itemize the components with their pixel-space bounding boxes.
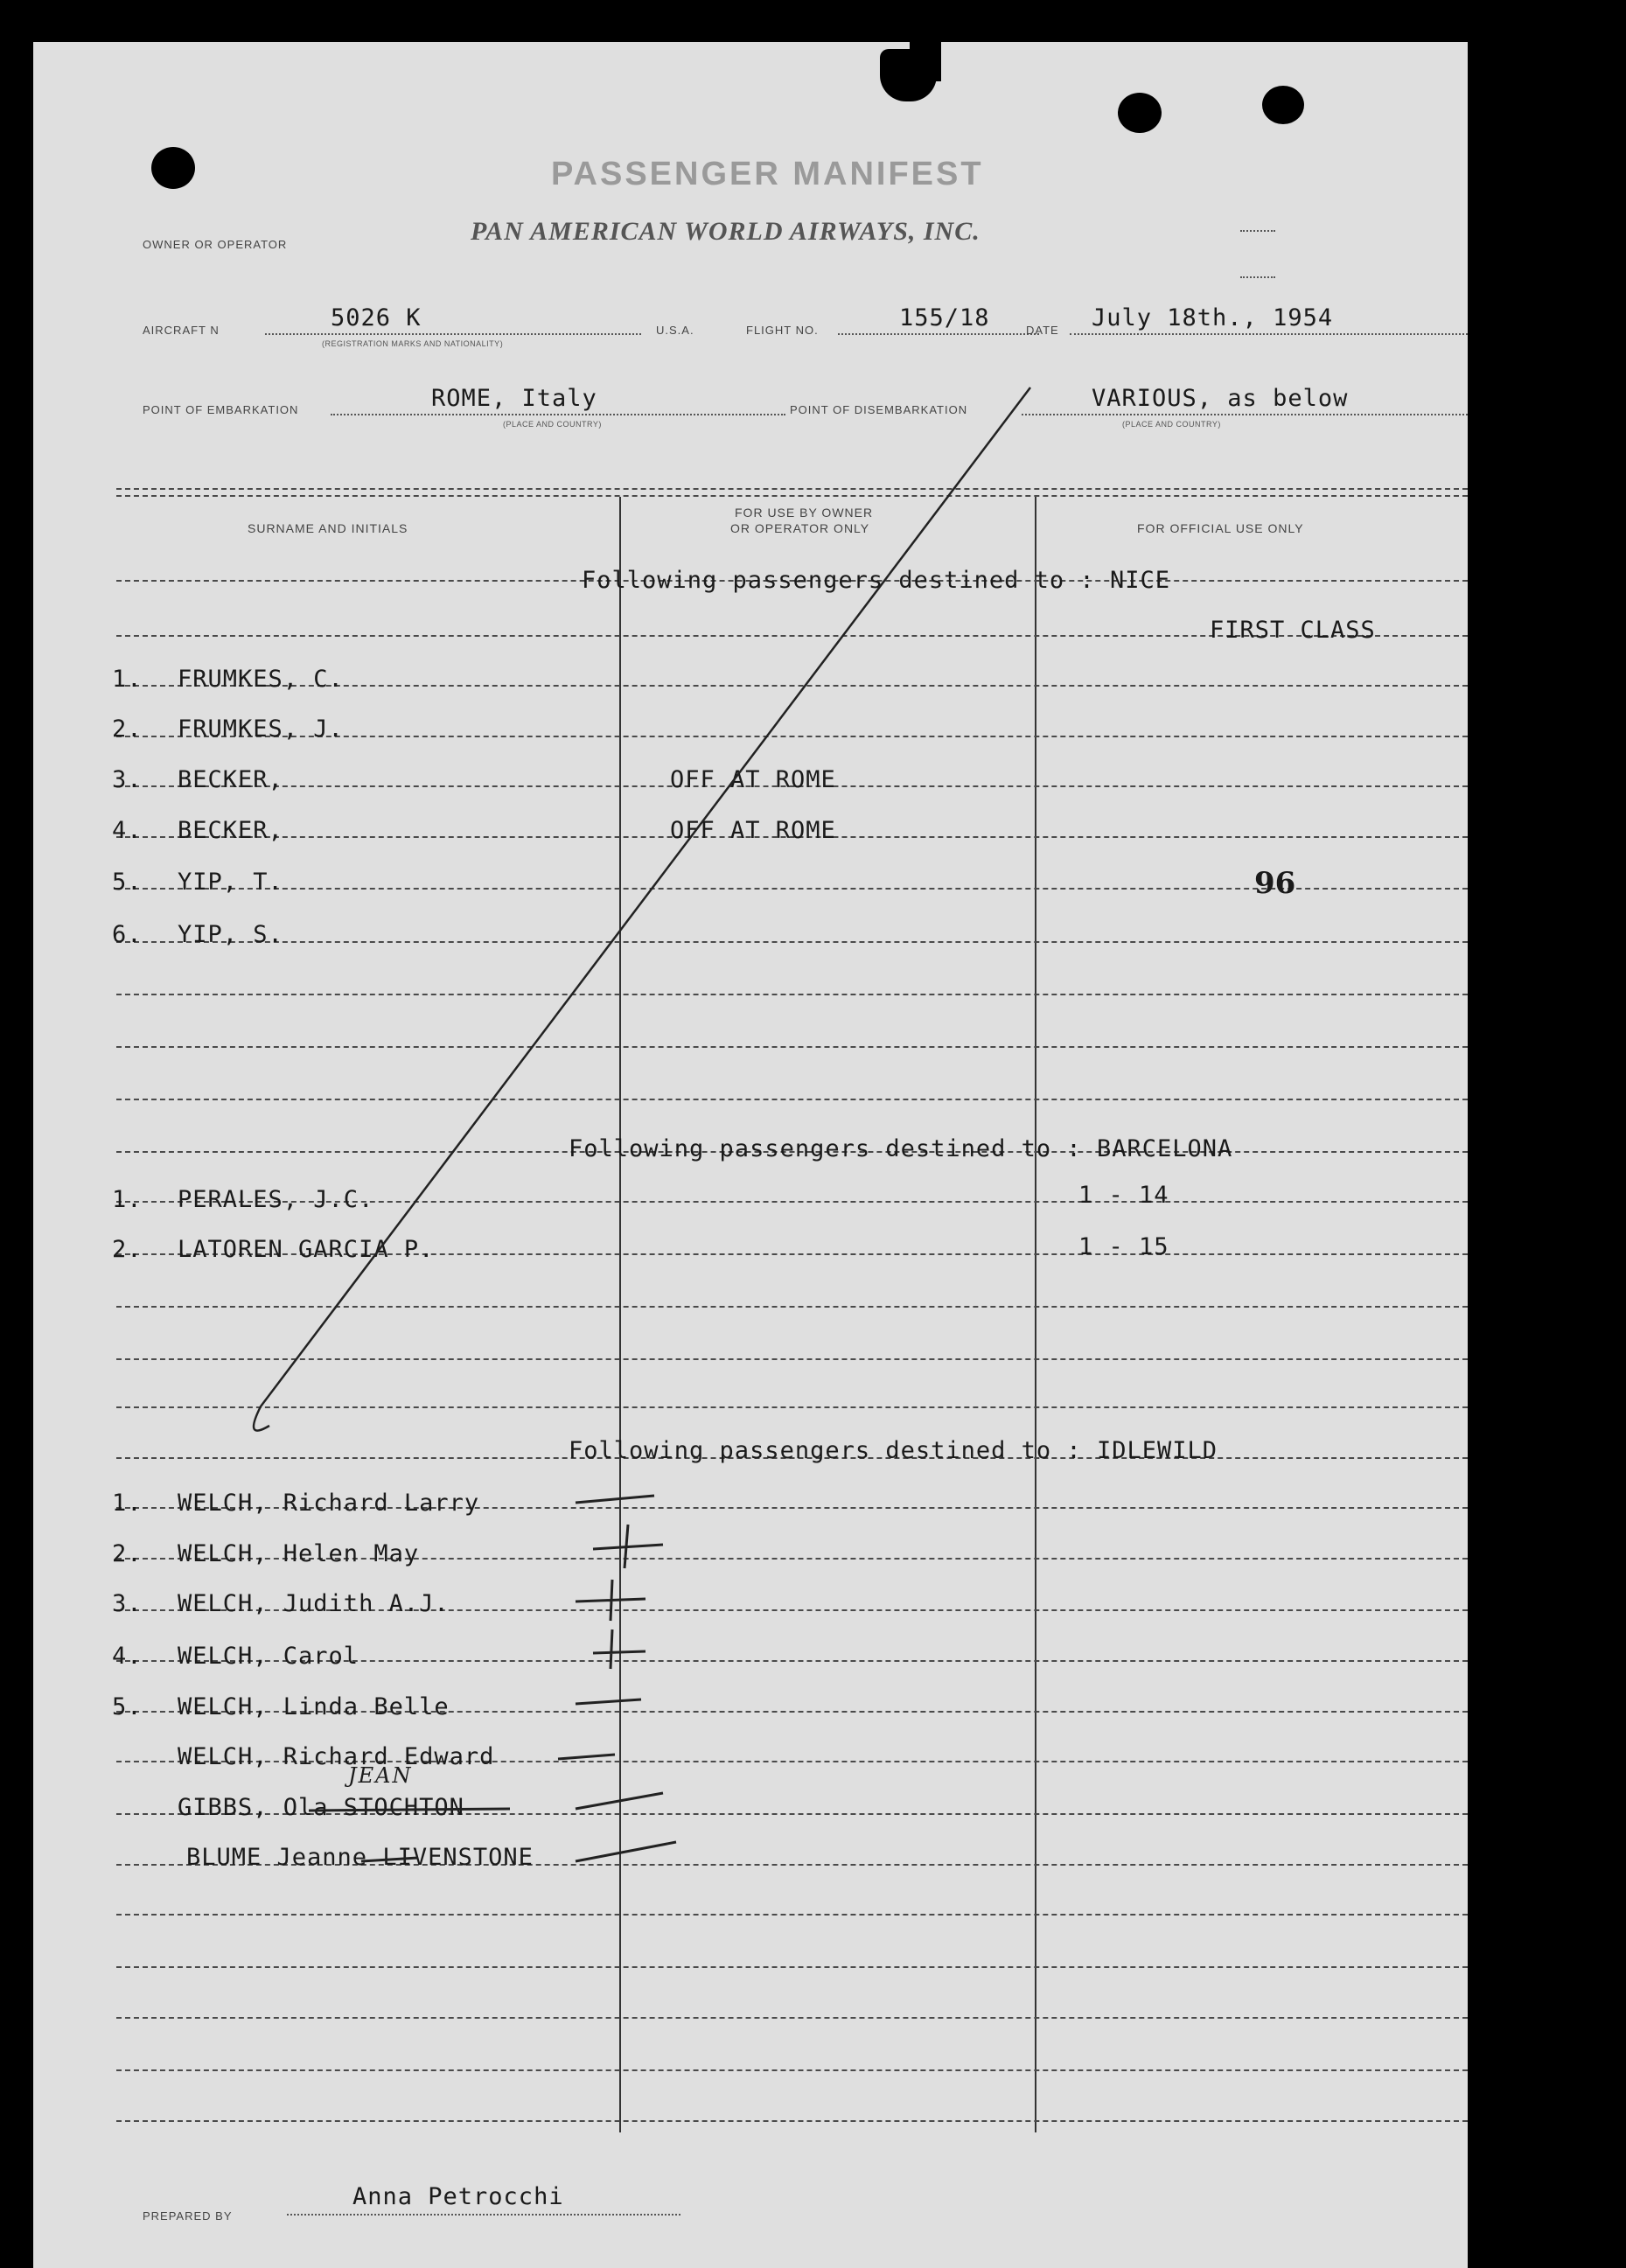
- official-note: 1 - 15: [1078, 1233, 1169, 1260]
- aircraft-label: AIRCRAFT N: [143, 324, 220, 337]
- tick-mark: [576, 1580, 646, 1621]
- passenger-name: BECKER,: [178, 817, 283, 844]
- passenger-name: WELCH, Judith A.J.: [178, 1590, 450, 1617]
- disembarkation-sublabel: (PLACE AND COUNTRY): [1122, 420, 1221, 429]
- passenger-number: 3.: [112, 766, 143, 793]
- passenger-number: 1.: [112, 1186, 143, 1213]
- aircraft-sublabel: (REGISTRATION MARKS AND NATIONALITY): [322, 339, 504, 348]
- passenger-name: WELCH, Carol: [178, 1643, 359, 1670]
- embarkation-label: POINT OF EMBARKATION: [143, 403, 299, 416]
- passenger-number: 4.: [112, 1643, 143, 1670]
- owner-column-header-1: FOR USE BY OWNER: [735, 506, 874, 520]
- passenger-name: YIP, S.: [178, 921, 283, 948]
- passenger-number: 5.: [112, 869, 143, 896]
- passenger-name: BECKER,: [178, 766, 283, 793]
- tick-mark: [576, 1793, 663, 1809]
- tick-mark: [558, 1755, 615, 1759]
- passenger-number: 5.: [112, 1693, 143, 1720]
- surname-column-header: SURNAME AND INITIALS: [248, 521, 408, 535]
- first-class-note: FIRST CLASS: [1210, 617, 1376, 644]
- passenger-number: 2.: [112, 715, 143, 743]
- usa-label: U.S.A.: [656, 324, 694, 337]
- strike-through: [361, 1858, 418, 1861]
- passenger-number: 6.: [112, 921, 143, 948]
- passenger-name: WELCH, Helen May: [178, 1540, 420, 1567]
- passenger-name: FRUMKES, C.: [178, 666, 344, 693]
- passenger-number: 1.: [112, 1490, 143, 1517]
- tick-mark: [576, 1496, 654, 1503]
- passenger-name: WELCH, Linda Belle: [178, 1693, 450, 1720]
- flight-label: FLIGHT NO.: [746, 324, 819, 337]
- company-name: PAN AMERICAN WORLD AIRWAYS, INC.: [471, 217, 980, 246]
- section-heading-barcelona: Following passengers destined to : BARCELONA: [569, 1135, 1233, 1162]
- passenger-number: 4.: [112, 817, 143, 844]
- disembarkation-label: POINT OF DISEMBARKATION: [790, 403, 968, 416]
- embarkation-value: ROME, Italy: [431, 385, 597, 412]
- strike-through: [309, 1809, 510, 1811]
- owner-note: OFF AT ROME: [670, 817, 836, 844]
- section-heading-nice: Following passengers destined to : NICE: [582, 567, 1170, 594]
- passenger-name: FRUMKES, J.: [178, 715, 344, 743]
- passenger-name: PERALES, J.C.: [178, 1186, 374, 1213]
- passenger-name: BLUME Jeanne LIVENSTONE: [186, 1844, 534, 1871]
- diagonal-pen-line: [254, 387, 1030, 1431]
- official-note: 1 - 14: [1078, 1182, 1169, 1209]
- date-label: DATE: [1026, 324, 1059, 337]
- passenger-number: 2.: [112, 1236, 143, 1263]
- prepared-by-value: Anna Petrocchi: [352, 2183, 564, 2210]
- passenger-name: LATOREN GARCIA P.: [178, 1236, 435, 1263]
- official-stamp-number: 96: [1254, 866, 1296, 901]
- tick-mark: [593, 1525, 663, 1568]
- tick-mark: [576, 1842, 676, 1861]
- passenger-number: 1.: [112, 666, 143, 693]
- passenger-number: 3.: [112, 1590, 143, 1617]
- pen-marks: [33, 42, 1468, 2268]
- owner-column-header-2: OR OPERATOR ONLY: [730, 521, 870, 535]
- tick-mark: [576, 1699, 641, 1704]
- passenger-name: WELCH, Richard Larry: [178, 1490, 480, 1517]
- prepared-by-label: PREPARED BY: [143, 2209, 233, 2223]
- section-heading-idlewild: Following passengers destined to : IDLEWILD: [569, 1437, 1218, 1464]
- passenger-name: YIP, T.: [178, 869, 283, 896]
- manifest-sheet: [33, 42, 1468, 2268]
- flight-value: 155/18: [899, 304, 990, 331]
- handwritten-correction: JEAN: [348, 1763, 413, 1788]
- official-column-header: FOR OFFICIAL USE ONLY: [1137, 521, 1304, 535]
- embarkation-sublabel: (PLACE AND COUNTRY): [503, 420, 602, 429]
- passenger-number: 2.: [112, 1540, 143, 1567]
- owner-label: OWNER OR OPERATOR: [143, 238, 288, 251]
- passenger-name: GIBBS, Ola STOCHTON: [178, 1794, 464, 1821]
- tick-mark: [593, 1629, 646, 1669]
- date-value: July 18th., 1954: [1092, 304, 1334, 331]
- passenger-name: WELCH, Richard Edward: [178, 1743, 495, 1770]
- owner-note: OFF AT ROME: [670, 766, 836, 793]
- disembarkation-value: VARIOUS, as below: [1092, 385, 1349, 412]
- manifest-title: PASSENGER MANIFEST: [551, 156, 984, 192]
- aircraft-value: 5026 K: [331, 304, 422, 331]
